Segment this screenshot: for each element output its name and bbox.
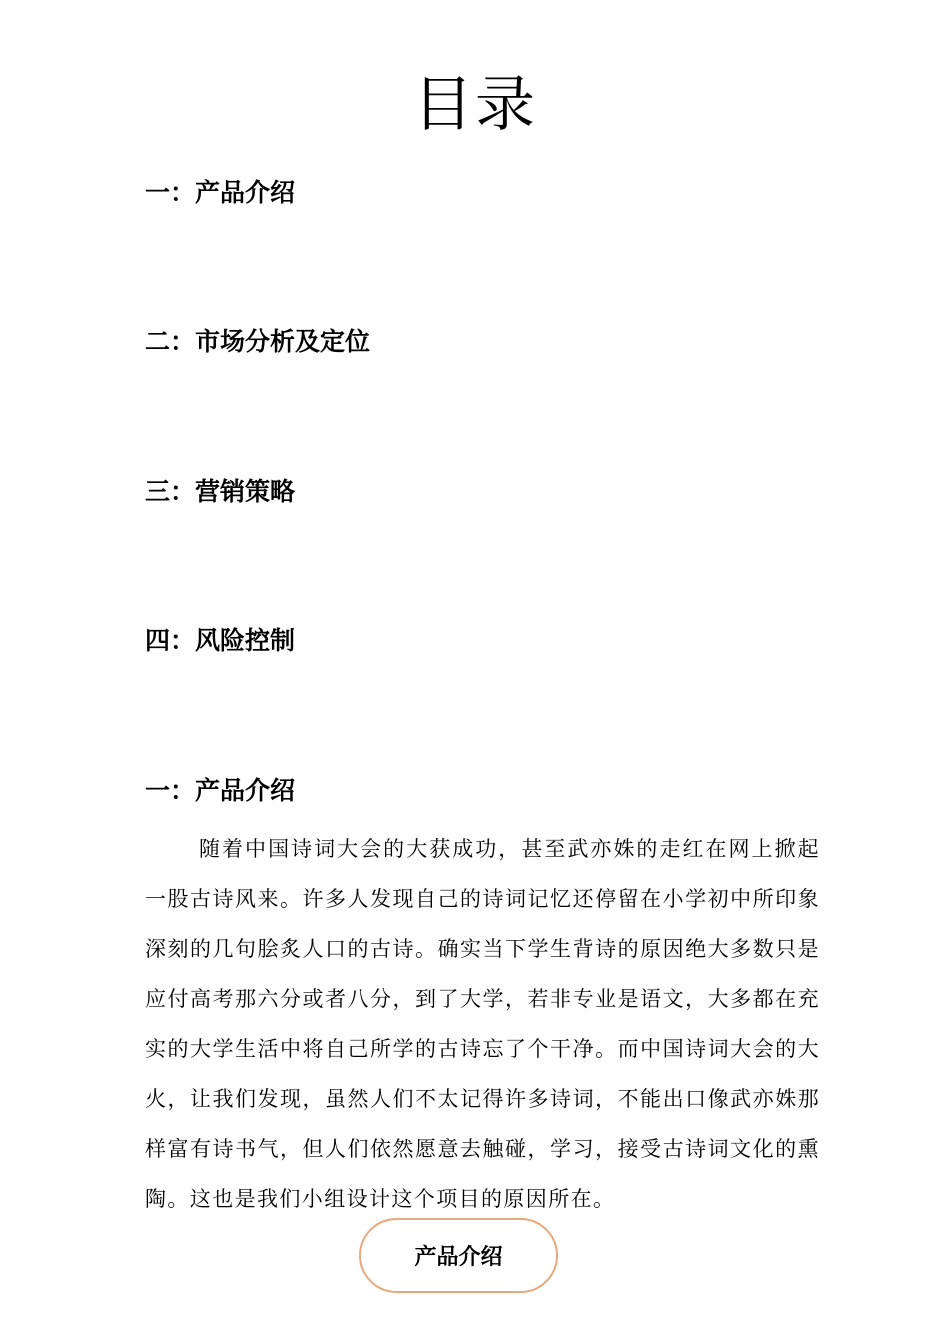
toc-item-marketing-strategy[interactable]: 三：营销策略 xyxy=(145,477,296,506)
section-heading: 一：产品介绍 xyxy=(145,776,296,805)
toc-item-market-analysis[interactable]: 二：市场分析及定位 xyxy=(145,327,371,356)
pill-label: 产品介绍 xyxy=(414,1245,503,1270)
product-intro-pill xyxy=(359,1218,558,1293)
toc-item-risk-control[interactable]: 四：风险控制 xyxy=(145,626,296,655)
page-title: 目录 xyxy=(413,70,537,140)
toc-item-product-intro[interactable]: 一：产品介绍 xyxy=(145,178,296,207)
body-paragraph: 随着中国诗词大会的大获成功，甚至武亦姝的走红在网上掀起一股古诗风来。许多人发现自己的诗词记忆还停留在小学初中所印象深刻的几句脍炙人口的古诗。确实当下学生背诗的原因绝大多数只是应付高考那六分或者八分，到了大学，若非专业是语文，大多都在充实的大学生活中将自己所学的古诗忘了个干净。而中国诗词大会的大火，让我们发现，虽然人们不太记得许多诗词，不能出口像武亦姝那样富有诗书气，但人们依然愿意去触碰，学习，接受古诗词文化的熏陶。这也是我们小组设计这个项目的原因所在。 xyxy=(145,837,820,1211)
